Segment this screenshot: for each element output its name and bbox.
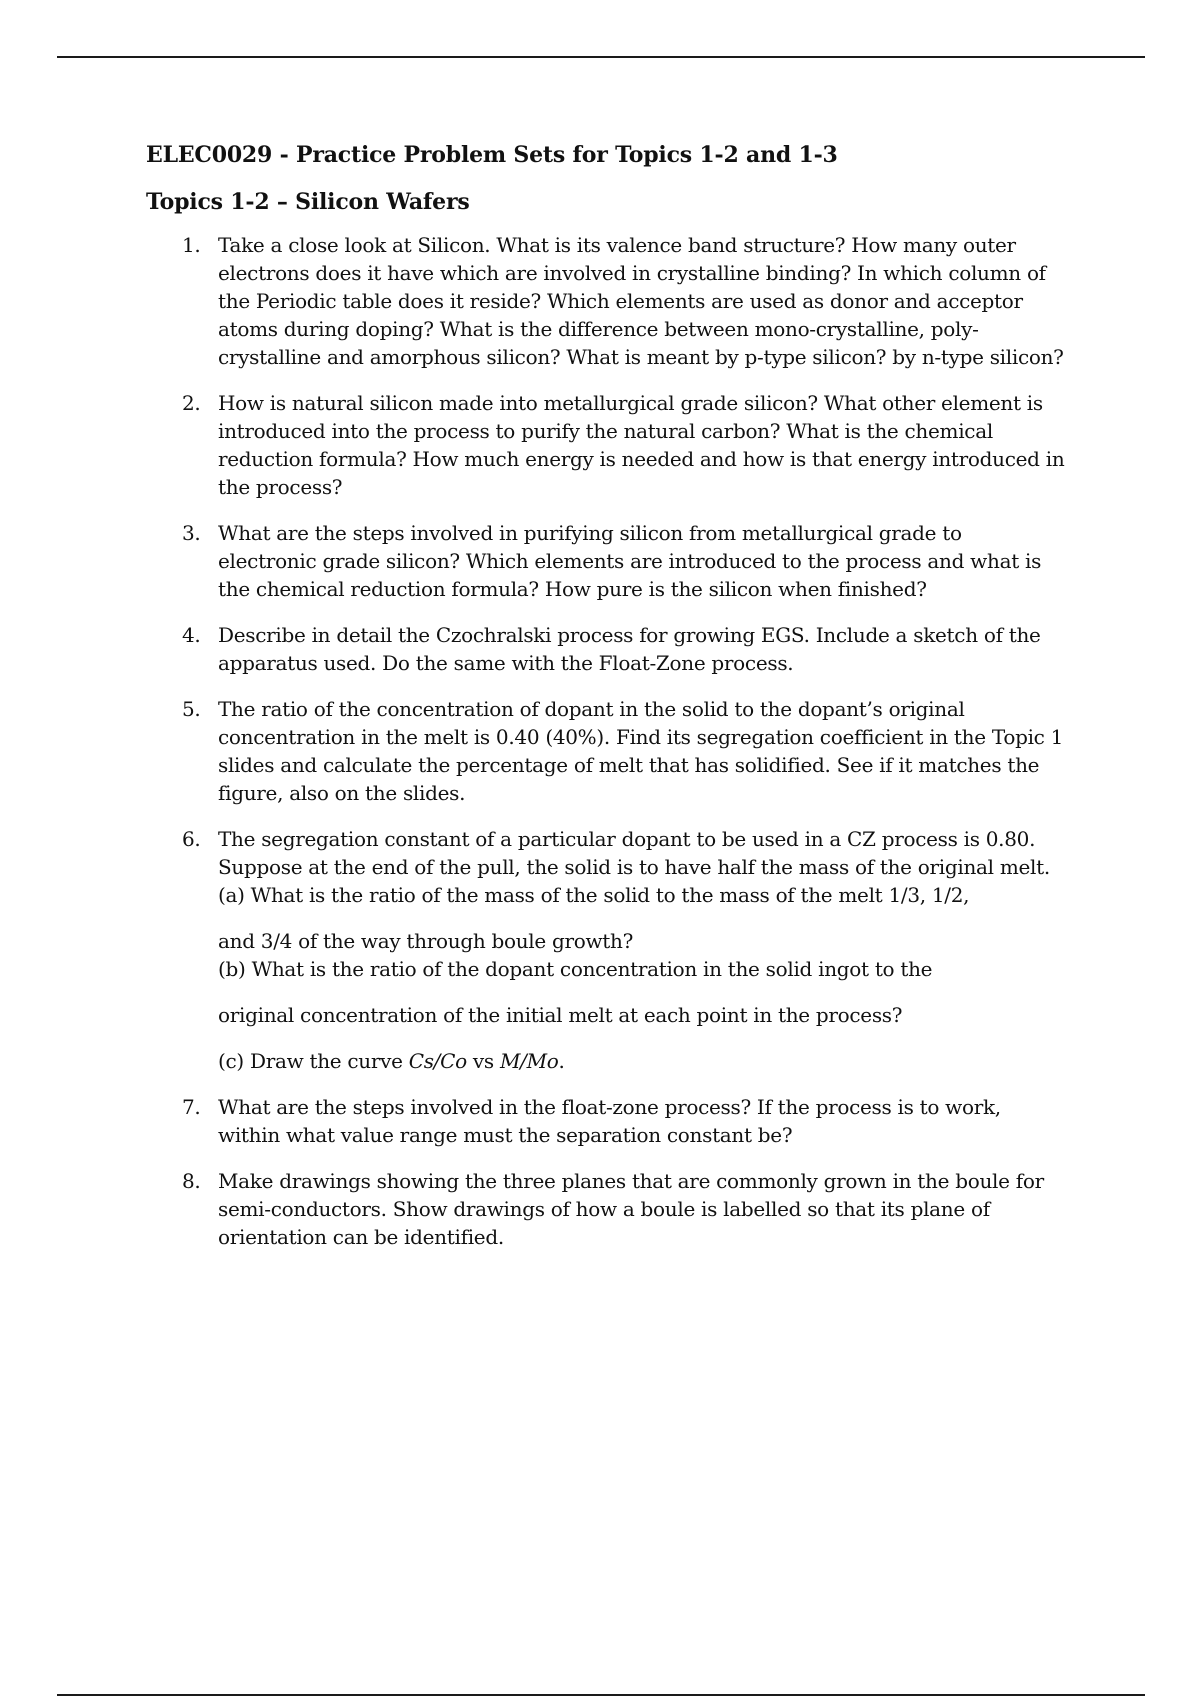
question-item xyxy=(146,389,1066,501)
formula-cs-co: Cs/Co xyxy=(408,1049,467,1073)
question-number: 5. xyxy=(182,697,201,721)
question-text: Describe in detail the Czochralski process for growing EGS. Include a sketch of the apparatus used. Do the same with the Float-Zone process. xyxy=(218,623,1041,675)
question-item xyxy=(146,825,1066,1075)
question-part-a-line2: and 3/4 of the way through boule growth? xyxy=(218,929,634,953)
question-item xyxy=(146,621,1066,677)
question-item xyxy=(146,519,1066,603)
bottom-rule xyxy=(57,1694,1145,1696)
question-part-b-line2: original concentration of the initial melt at each point in the process? xyxy=(218,1003,903,1027)
question-number: 4. xyxy=(182,623,201,647)
question-part-a-line1: (a) What is the ratio of the mass of the solid to the mass of the melt 1/3, 1/2, xyxy=(218,883,970,907)
top-rule xyxy=(57,56,1145,58)
question-number: 7. xyxy=(182,1095,201,1119)
question-number: 3. xyxy=(182,521,201,545)
question-item xyxy=(146,1093,1066,1149)
question-text: Take a close look at Silicon. What is its valence band structure? How many outer electrons does it have which are involved in crystalline binding? In which column of the Periodic table does it reside? Which elements are used as donor and acceptor atoms during doping? What is the difference between mono-crystalline, poly- crystalline and amorphous silicon? What is meant by p-type silicon? by n-type silicon? xyxy=(218,233,1064,369)
question-list xyxy=(146,231,1066,1251)
question-number: 8. xyxy=(182,1169,201,1193)
section-title: Topics 1-2 – Silicon Wafers xyxy=(146,189,470,215)
question-intro: The segregation constant of a particular dopant to be used in a CZ process is 0.80. Suppose at the end of the pull, the solid is to have half the mass of the original melt. xyxy=(218,827,1050,879)
part-c-prefix: (c) Draw the curve xyxy=(218,1049,409,1073)
question-part-b-line1: (b) What is the ratio of the dopant concentration in the solid ingot to the xyxy=(218,957,933,981)
part-c-suffix: . xyxy=(558,1049,565,1073)
question-text: What are the steps involved in the float-zone process? If the process is to work, within what value range must the separation constant be? xyxy=(218,1095,1001,1147)
question-item xyxy=(146,231,1066,371)
question-text: Make drawings showing the three planes that are commonly grown in the boule for semi-conductors. Show drawings of how a boule is labelled so that its plane of orientation can be identified. xyxy=(218,1169,1044,1249)
question-text: How is natural silicon made into metallurgical grade silicon? What other element is introduced into the process to purify the natural carbon? What is the chemical reduction formula? How much energy is needed and how is that energy introduced in the process? xyxy=(218,391,1065,499)
question-item xyxy=(146,1167,1066,1251)
question-text: What are the steps involved in purifying silicon from metallurgical grade to electronic grade silicon? Which elements are introduced to the process and what is the chemical reduction formula? How pure is the silicon when finished? xyxy=(218,521,1042,601)
question-number: 1. xyxy=(182,233,201,257)
question-part-c xyxy=(218,1047,1066,1075)
question-item xyxy=(146,695,1066,807)
question-number: 2. xyxy=(182,391,201,415)
question-number: 6. xyxy=(182,827,201,851)
document-title: ELEC0029 - Practice Problem Sets for Topics 1-2 and 1-3 xyxy=(146,142,838,168)
question-text: The ratio of the concentration of dopant in the solid to the dopant’s original concentration in the melt is 0.40 (40%). Find its segregation coefficient in the Topic 1 slides and calculate the percentage of melt that has solidified. See if it matches the figure, also on the slides. xyxy=(218,697,1064,805)
formula-m-mo: M/Mo xyxy=(499,1049,559,1073)
part-c-vs: vs xyxy=(466,1049,500,1073)
document-body xyxy=(146,140,1066,1269)
